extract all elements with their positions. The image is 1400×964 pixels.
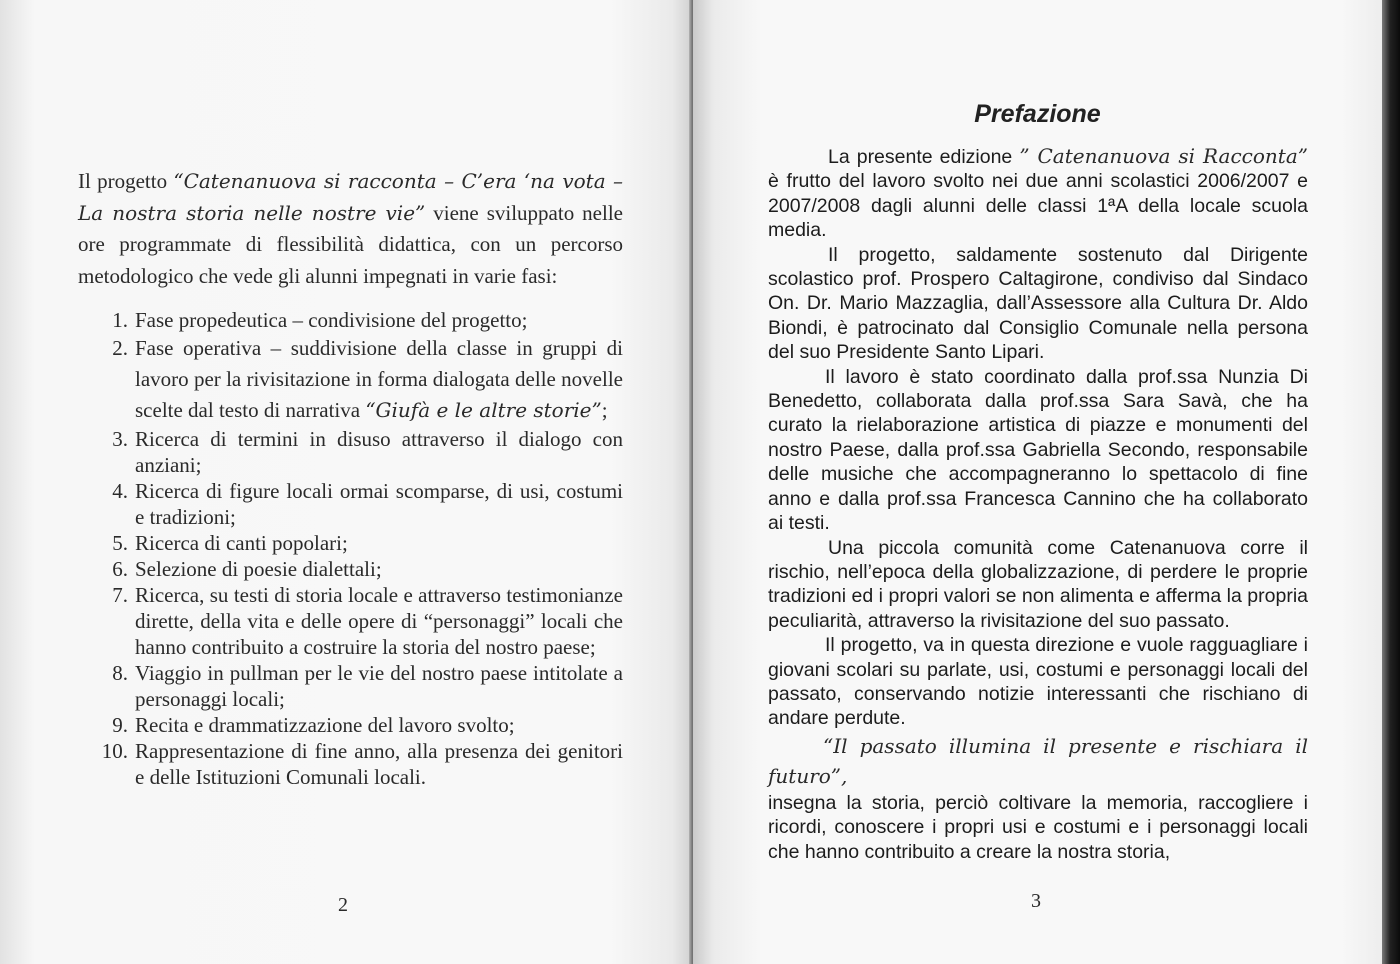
list-item-number: 5.	[112, 531, 128, 555]
list-item-text: Selezione di poesie dialettali;	[135, 557, 382, 581]
preface-paragraph: Il lavoro è stato coordinato dalla prof.ssa Nunzia Di Benedetto, collaborata dalla prof.ssa Sara Savà, che ha curato la rielaborazione artistica di piazze e monumenti del nostro Paese, dalla prof.ssa Gabriella Secondo, responsabile delle musiche che accompagneranno lo spettacolo di fine anno e dalla prof.ssa Francesca Cannino che ha collaborato ai testi.	[768, 365, 1308, 535]
edition-title: ” Catenanuova si Racconta”	[1019, 144, 1308, 168]
project-title: “Catenanuova si racconta – C’era ‘na vota – La nostra storia nelle nostre vie”	[78, 169, 624, 225]
preface-paragraph	[768, 144, 1308, 243]
list-item	[78, 426, 623, 478]
list-item-text: Viaggio in pullman per le vie del nostro paese intitolate a personaggi locali;	[135, 661, 623, 711]
list-item-punct: ;	[601, 398, 608, 422]
list-item	[78, 712, 623, 738]
preface-paragraph: Una piccola comunità come Catenanuova corre il rischio, nell’epoca della globalizzazione, di perdere le proprie tradizioni ed i propri valori se non alimenta e afferma la propria peculiarità, attraverso la rivisitazione del suo passato.	[768, 536, 1308, 632]
list-item-text: Ricerca, su testi di storia locale e attraverso testimonianze dirette, della vita e delle opere di “personaggi” locali che hanno contribuito a costruire la storia del nostro paese;	[135, 583, 623, 659]
list-item-number: 1.	[112, 308, 128, 332]
list-item	[78, 660, 623, 712]
list-item-text: Ricerca di canti popolari;	[135, 531, 348, 555]
paragraph-text: è frutto del lavoro svolto nei due anni scolastici 2006/2007 e 2007/2008 dagli alunni delle classi 1ªA della locale scuola media.	[768, 170, 1308, 242]
intro-paragraph	[78, 166, 623, 292]
book-title: “Giufà e le altre storie”	[365, 398, 602, 422]
list-item-number: 8.	[112, 661, 128, 685]
phase-list	[78, 307, 623, 790]
paragraph-text: La presente edizione	[828, 146, 1020, 168]
list-item	[78, 307, 623, 333]
preface-body	[768, 144, 1308, 864]
page-number: 2	[338, 894, 348, 916]
list-item-number: 9.	[112, 713, 128, 737]
list-item-number: 4.	[112, 479, 128, 503]
list-item-text: Recita e drammatizzazione del lavoro svolto;	[135, 713, 515, 737]
intro-end: viene sviluppato nelle ore programmate di flessibilità didattica, con un percorso metodologico che vede gli alunni impegnati in varie fasi:	[78, 200, 623, 288]
list-item	[78, 582, 623, 660]
list-item-number: 3.	[112, 427, 128, 451]
list-item-number: 7.	[112, 583, 128, 607]
preface-paragraph: insegna la storia, perciò coltivare la memoria, raccogliere i ricordi, conoscere i propri usi e costumi e i personaggi locali che hanno contribuito a creare la nostra storia,	[768, 791, 1308, 863]
list-item-text: Rappresentazione di fine anno, alla presenza dei genitori e delle Istituzioni Comunali locali.	[135, 739, 623, 789]
list-item	[78, 478, 623, 530]
list-item	[78, 333, 623, 426]
list-item-number: 6.	[112, 557, 128, 581]
list-item	[78, 738, 623, 790]
list-item-number: 10.	[101, 739, 128, 763]
list-item	[78, 530, 623, 556]
page-number: 3	[1031, 890, 1041, 912]
list-item-text: Fase operativa – suddivisione della classe in gruppi di lavoro per la rivisitazione in forma dialogata delle novelle scelte dal testo di narrativa	[135, 336, 623, 422]
right-page	[693, 0, 1382, 964]
list-item-number: 2.	[112, 336, 128, 360]
quote: “Il passato illumina il presente e rischiara il futuro”,	[768, 733, 1308, 788]
left-page	[0, 0, 693, 964]
scan-edge	[1382, 0, 1400, 964]
intro-start: Il progetto	[78, 169, 174, 193]
preface-paragraph: Il progetto, saldamente sostenuto dal Dirigente scolastico prof. Prospero Caltagirone, condiviso dal Sindaco On. Dr. Mario Mazzaglia, dall’Assessore alla Cultura Dr. Aldo Biondi, è patrocinato dal Consiglio Comunale nella persona del suo Presidente Santo Lipari.	[768, 243, 1308, 364]
list-item-text: Ricerca di termini in disuso attraverso il dialogo con anziani;	[135, 427, 623, 477]
list-item-text: Fase propedeutica – condivisione del progetto;	[135, 308, 528, 332]
list-item-text: Ricerca di figure locali ormai scomparse, di usi, costumi e tradizioni;	[135, 479, 623, 529]
preface-paragraph: Il progetto, va in questa direzione e vuole ragguagliare i giovani scolari su parlate, usi, costumi e personaggi locali del passato, conservando notizie interessanti che rischiano di andare perdute.	[768, 634, 1308, 730]
list-item	[78, 556, 623, 582]
page-title: Prefazione	[974, 100, 1101, 128]
